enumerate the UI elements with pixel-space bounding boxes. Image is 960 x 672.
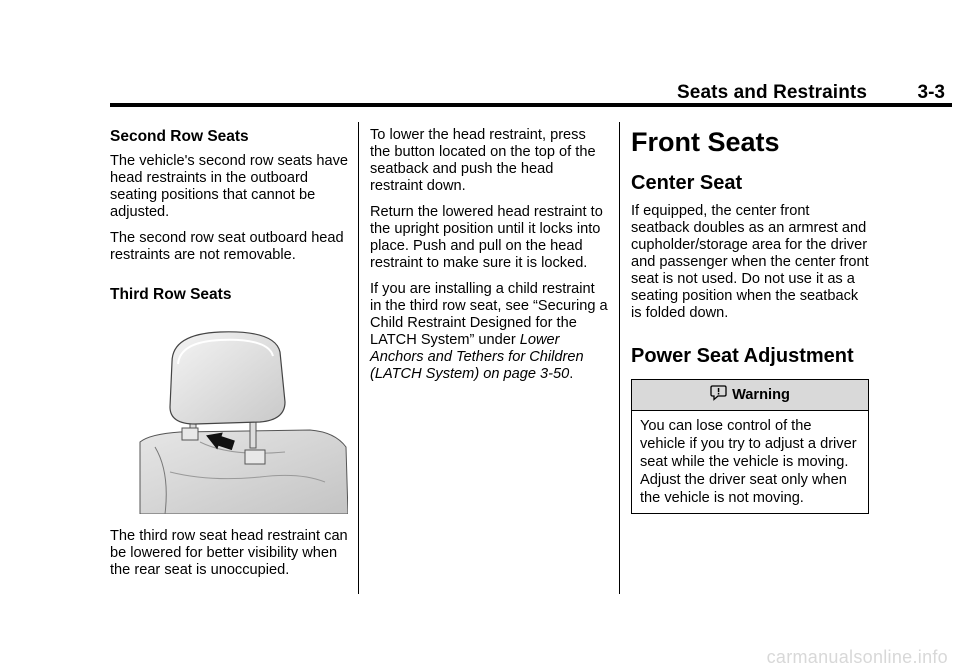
heading-power-seat-adjustment: Power Seat Adjustment (631, 345, 854, 367)
column-1 (110, 127, 350, 588)
heading-center-seat: Center Seat (631, 172, 743, 194)
page-number: 3-3 (917, 82, 945, 103)
paragraph: The third row seat head restraint can be lowered for better visibility when the rear seat is unoccupied. (110, 528, 348, 578)
warning-box (631, 379, 869, 514)
warning-title: Warning (732, 386, 790, 403)
paragraph-end: . (569, 366, 574, 382)
column-2 (370, 127, 610, 392)
cross-reference-link[interactable]: Lower Anchors and Tethers for Children (LATCH System) on page 3-50 (370, 332, 584, 382)
heading-second-row-seats: Second Row Seats (110, 128, 249, 145)
header-rule (110, 103, 952, 107)
paragraph: The second row seat outboard head restraints are not removable. (110, 230, 344, 263)
paragraph: Return the lowered head restraint to the upright position until it locks into place. Push and pull on the head restraint to make sure it is locked. (370, 204, 603, 271)
heading-third-row-seats: Third Row Seats (110, 286, 232, 303)
column-divider (619, 122, 620, 594)
warning-header (632, 380, 868, 411)
warning-body: You can lose control of the vehicle if you try to adjust a driver seat while the vehicle is moving. Adjust the driver seat only when the vehicle is not moving. (640, 418, 857, 506)
paragraph: To lower the head restraint, press the button located on the top of the seatback and push the head restraint down. (370, 127, 596, 194)
section-header-title: Seats and Restraints (677, 82, 867, 103)
paragraph (370, 281, 610, 383)
heading-front-seats: Front Seats (631, 127, 780, 157)
watermark: carmanualsonline.info (766, 647, 948, 667)
warning-symbol-icon (710, 384, 727, 406)
head-restraint-illustration (110, 322, 348, 514)
paragraph: The vehicle's second row seats have head restraints in the outboard seating positions that cannot be adjusted. (110, 153, 349, 220)
paragraph: If equipped, the center front seatback doubles as an armrest and cupholder/storage area for the driver and passenger when the center front seat is not used. Do not use it as a seating position when the seatback is folded down. (631, 203, 869, 321)
paragraph-text: If you are installing a child restraint in the third row seat, see “Securing a Child Restraint Designed for the LATCH System” under (370, 281, 608, 348)
column-3 (631, 127, 871, 514)
column-divider (358, 122, 359, 594)
